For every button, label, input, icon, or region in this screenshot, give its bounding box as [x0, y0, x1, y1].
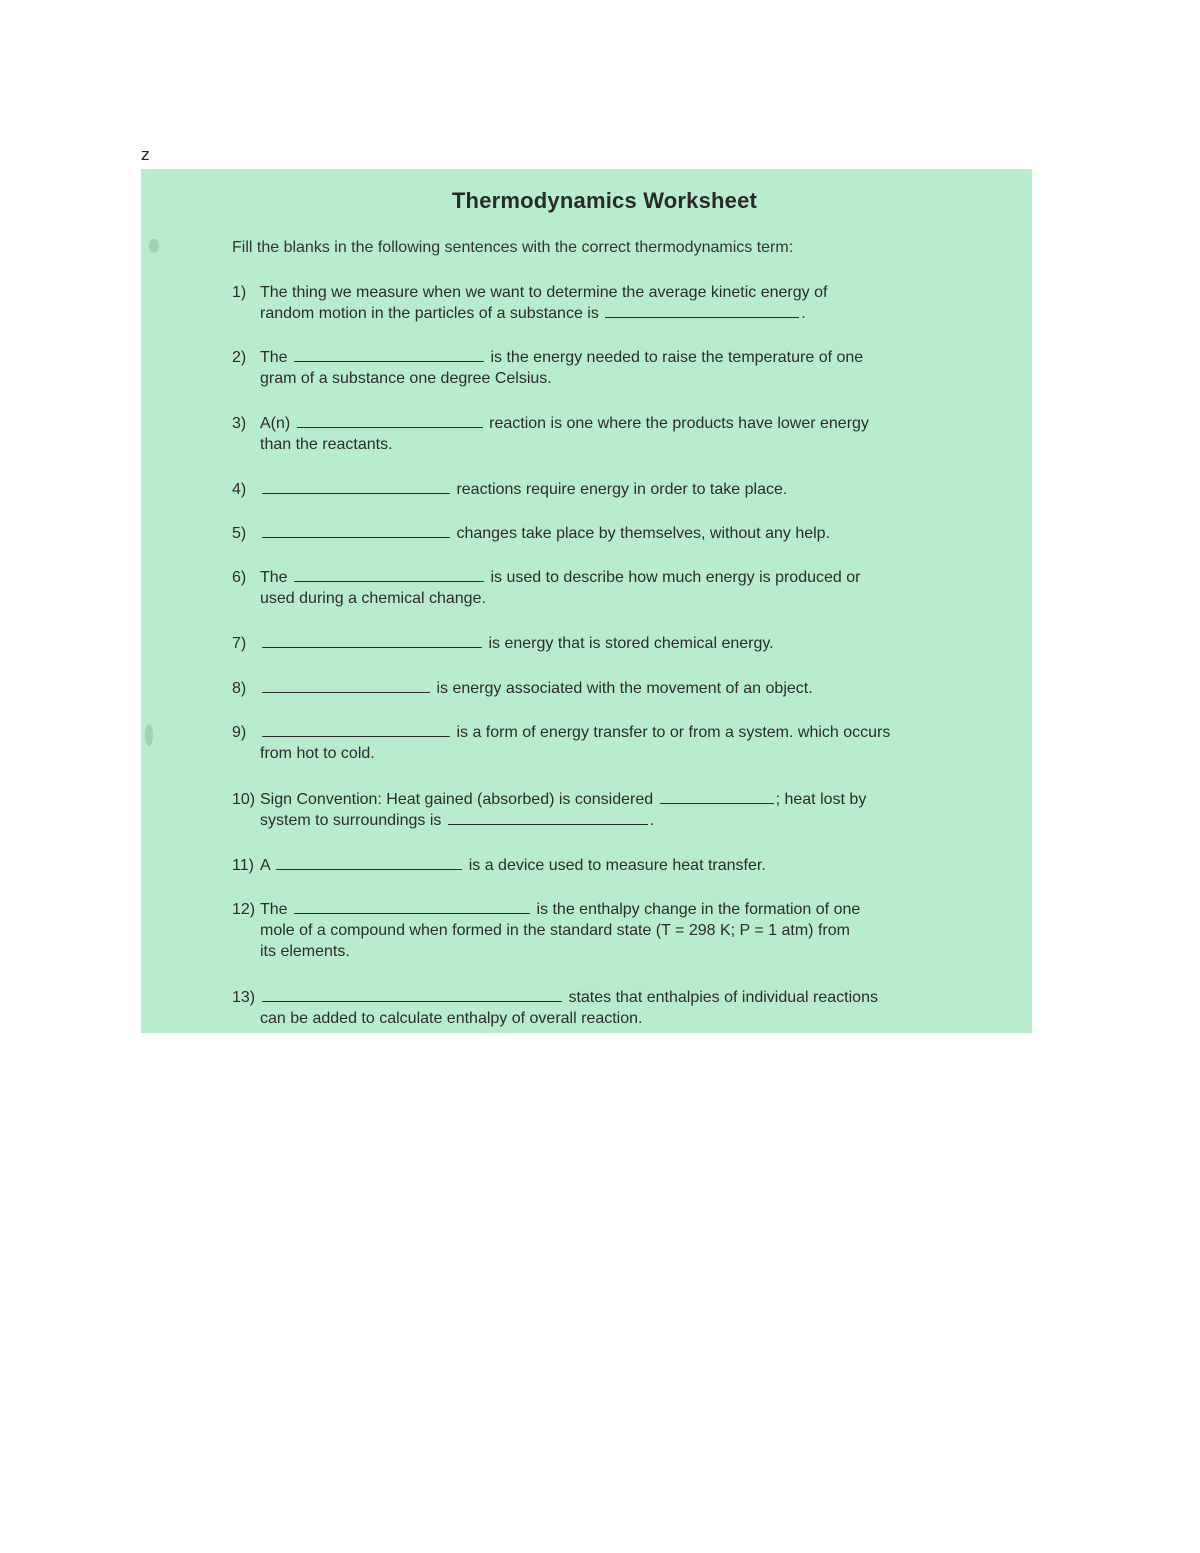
answer-blank[interactable] [262, 722, 450, 737]
question-number: 6) [232, 569, 247, 586]
question-text: is energy that is stored chemical energy. [488, 635, 774, 652]
question-text: A [260, 857, 270, 874]
worksheet-instructions: Fill the blanks in the following sentences with the correct thermodynamics term: [232, 239, 794, 256]
answer-blank[interactable] [605, 303, 799, 318]
question-text: from hot to cold. [260, 745, 375, 762]
question-text: The [260, 569, 288, 586]
question-text: . [801, 305, 806, 322]
question-text: reactions require energy in order to take place. [456, 481, 788, 498]
question-text: Sign Convention: Heat gained (absorbed) is considered [260, 791, 654, 808]
question-text: its elements. [260, 943, 350, 960]
answer-blank[interactable] [294, 347, 484, 362]
question-text: is the energy needed to raise the temperature of one [490, 349, 864, 366]
question-text: is a device used to measure heat transfer. [468, 857, 766, 874]
question-10 [232, 789, 992, 831]
question-text: is a form of energy transfer to or from a system. which occurs [456, 724, 891, 741]
question-text: can be added to calculate enthalpy of overall reaction. [260, 1010, 643, 1027]
question-7 [232, 633, 992, 654]
question-number: 4) [232, 481, 247, 498]
worksheet-title: Thermodynamics Worksheet [451, 188, 758, 213]
question-3 [232, 413, 992, 455]
question-text: A(n) [260, 415, 291, 432]
question-1 [232, 282, 992, 324]
question-text: is the enthalpy change in the formation of one [536, 901, 861, 918]
answer-blank[interactable] [294, 899, 530, 914]
question-6 [232, 567, 992, 609]
answer-blank[interactable] [294, 567, 484, 582]
answer-blank[interactable] [262, 523, 450, 538]
question-number: 2) [232, 349, 247, 366]
question-text: The [260, 349, 288, 366]
worksheet-scan [141, 169, 1032, 1033]
answer-blank[interactable] [448, 810, 648, 825]
answer-blank[interactable] [262, 678, 430, 693]
answer-blank[interactable] [297, 413, 483, 428]
question-number: 5) [232, 525, 247, 542]
question-text: The [260, 901, 288, 918]
question-4 [232, 479, 992, 500]
answer-blank[interactable] [262, 479, 450, 494]
page-letter: z [141, 145, 150, 164]
question-number: 3) [232, 415, 247, 432]
answer-blank[interactable] [276, 855, 462, 870]
question-number: 10) [232, 791, 256, 808]
question-2 [232, 347, 992, 389]
question-9 [232, 722, 992, 764]
question-text: is used to describe how much energy is produced or [490, 569, 861, 586]
question-number: 13) [232, 989, 256, 1006]
question-number: 8) [232, 680, 247, 697]
question-number: 1) [232, 284, 247, 301]
question-text: reaction is one where the products have lower energy [489, 415, 869, 432]
question-text: than the reactants. [260, 436, 393, 453]
question-text: The thing we measure when we want to determine the average kinetic energy of [260, 284, 828, 301]
question-11 [232, 855, 992, 876]
question-8 [232, 678, 992, 699]
question-text: . [649, 812, 655, 829]
question-number: 12) [232, 901, 256, 918]
question-text: used during a chemical change. [260, 590, 486, 607]
scan-speck [149, 239, 159, 253]
question-number: 7) [232, 635, 247, 652]
question-text: changes take place by themselves, without any help. [456, 525, 831, 542]
question-text: random motion in the particles of a substance is [260, 305, 599, 322]
answer-blank[interactable] [660, 789, 774, 804]
question-text: gram of a substance one degree Celsius. [260, 370, 552, 387]
question-text: system to surroundings is [260, 812, 442, 829]
question-text: ; heat lost by [775, 791, 867, 808]
question-number: 9) [232, 724, 247, 741]
question-12 [232, 899, 992, 962]
question-number: 11) [232, 857, 254, 874]
question-5 [232, 523, 992, 544]
answer-blank[interactable] [262, 987, 562, 1002]
question-text: states that enthalpies of individual reactions [568, 989, 878, 1006]
scan-speck [145, 724, 153, 746]
answer-blank[interactable] [262, 633, 482, 648]
question-13 [232, 987, 992, 1029]
question-text: is energy associated with the movement of an object. [436, 680, 813, 697]
question-text: mole of a compound when formed in the standard state (T = 298 K; P = 1 atm) from [260, 922, 850, 939]
